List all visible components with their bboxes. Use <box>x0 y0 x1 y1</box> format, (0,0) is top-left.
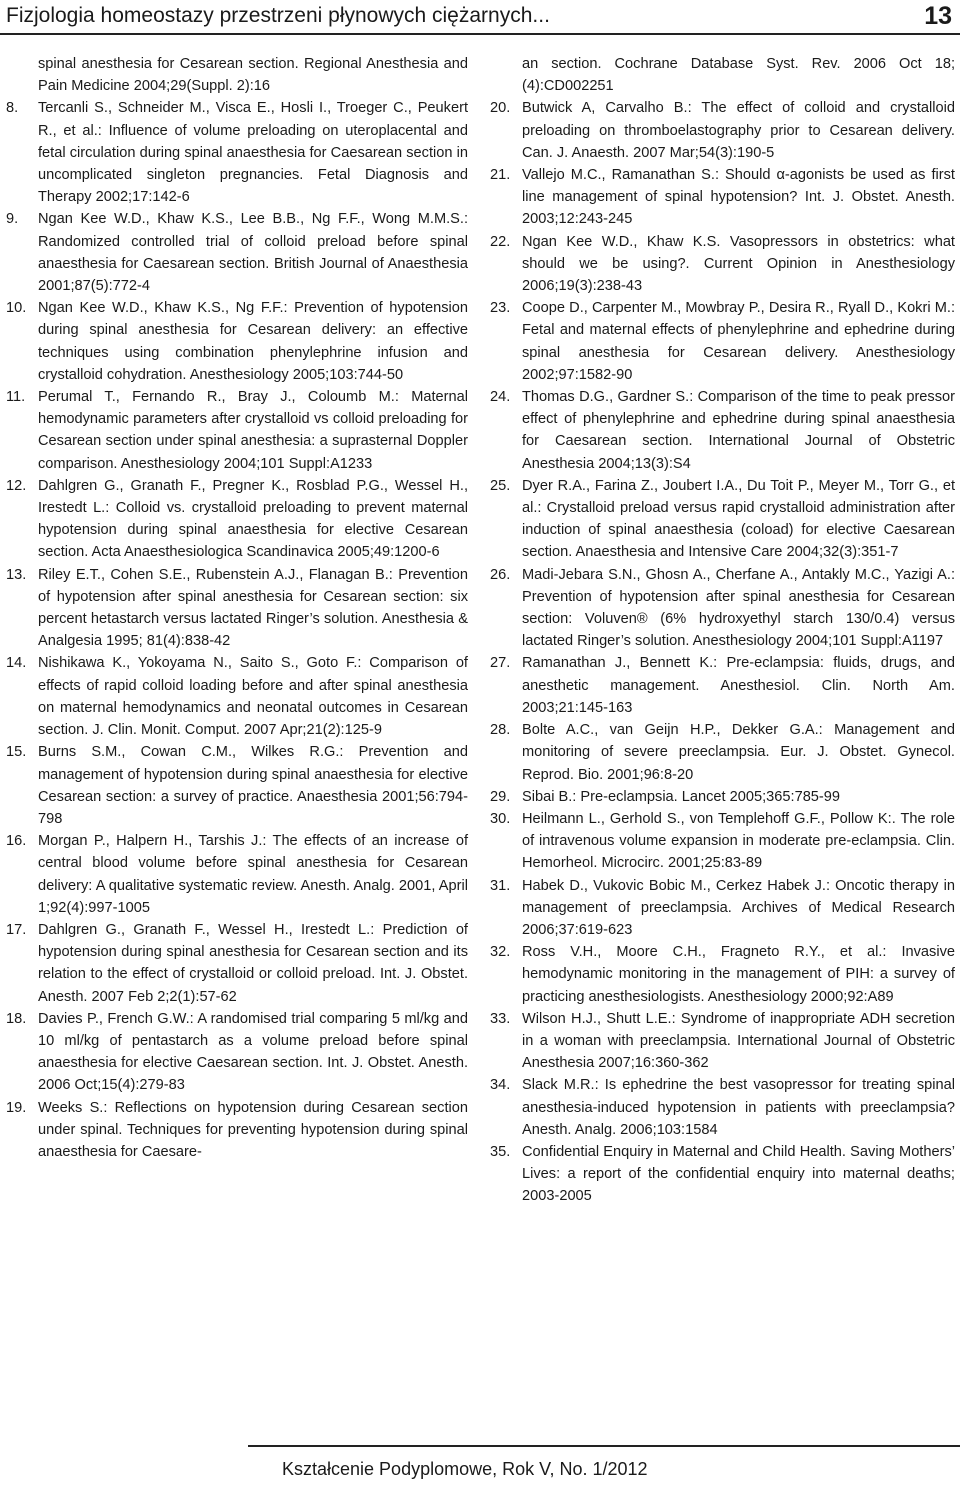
reference-text: Wilson H.J., Shutt L.E.: Syndrome of inappropriate ADH secretion in a woman with preeclampsia. International Journal of Obstetric Anesthesia 2007;16:360-362 <box>522 1010 955 1072</box>
reference-text: Butwick A, Carvalho B.: The effect of colloid and crystalloid preloading on thromboelastography prior to Cesarean delivery. Can. J. Anaesth. 2007 Mar;54(3):190-5 <box>522 100 955 161</box>
reference-text: Confidential Enquiry in Maternal and Child Health. Saving Mothers’ Lives: a report of the confidential enquiry into maternal deaths; 2003-2005 <box>522 1143 955 1205</box>
reference-item-14 <box>6 652 468 741</box>
journal-footer: Kształcenie Podyplomowe, Rok V, No. 1/2012 <box>282 1459 648 1479</box>
reference-text: Slack M.R.: Is ephedrine the best vasopressor for treating spinal anesthesia-induced hypotension in patients with preeclampsia? Anesth. Analg. 2006;103:1584 <box>522 1077 955 1138</box>
reference-item-35 <box>490 1141 955 1208</box>
reference-item-16 <box>6 830 468 919</box>
page-number: 13 <box>924 2 952 30</box>
reference-item-28 <box>490 719 955 786</box>
reference-item-8 <box>6 97 468 208</box>
reference-number: 20. <box>490 100 511 117</box>
reference-text: Nishikawa K., Yokoyama N., Saito S., Goto F.: Comparison of effects of rapid colloid loading before and after spinal anesthesia on maternal hemodynamics and neonatal outcomes in Cesarean section. J. Clin. Monit. Comput. 2007 Apr;21(2):125-9 <box>38 655 468 739</box>
reference-text: Coope D., Carpenter M., Mowbray P., Desira R., Ryall D., Kokri M.: Fetal and maternal effects of phenylephrine and ephedrine during spinal anesthesia for Cesarean delivery. Anesthesiology 2002;97:1582-90 <box>522 300 955 383</box>
reference-item-20 <box>490 97 955 164</box>
reference-number: 24. <box>490 389 511 406</box>
references-right-column <box>490 53 955 1208</box>
reference-text: Dahlgren G., Granath F., Pregner K., Rosblad P.G., Wessel H., Irestedt L.: Colloid vs. crystalloid preloading to prevent maternal hypotension during spinal anaesthesia for elective Cesarean section. Acta Anaesthesiologica Scandinavica 2005;49:1200-6 <box>38 477 468 561</box>
reference-number: 33. <box>490 1010 511 1027</box>
reference-number: 35. <box>490 1143 511 1160</box>
reference-number: 15. <box>6 744 27 761</box>
reference-text: Bolte A.C., van Geijn H.P., Dekker G.A.: Management and monitoring of severe preeclampsia. Eur. J. Obstet. Gynecol. Reprod. Bio. 2001;96:8-20 <box>522 722 955 783</box>
reference-number: 23. <box>490 300 511 317</box>
reference-text: Thomas D.G., Gardner S.: Comparison of the time to peak pressor effect of phenylephrine and ephedrine during spinal anaesthesia for Caesarean section. International Journal of Obstetric Anesthesia 2004;13(3):S4 <box>522 389 955 472</box>
reference-text: Madi-Jebara S.N., Ghosn A., Cherfane A., Antakly M.C., Yazigi A.: Prevention of hypotension after spinal anesthesia for Cesarean section: Voluven® (6% hydroxyethyl starch 130/0.4) versus lactated Ringer’s solution. Anesthesiology 2004;101 Suppl:A1197 <box>522 566 955 650</box>
reference-item-12 <box>6 475 468 564</box>
page-header <box>0 0 960 36</box>
reference-number: 19. <box>6 1099 27 1116</box>
reference-number: 34. <box>490 1077 511 1094</box>
reference-number: 29. <box>490 788 511 805</box>
reference-text: Ramanathan J., Bennett K.: Pre-eclampsia: fluids, drugs, and anesthetic management. Anesthesiol. Clin. North Am. 2003;21:145-163 <box>522 655 955 716</box>
reference-continuation: an section. Cochrane Database Syst. Rev. 2006 Oct 18;(4):CD002251 <box>522 56 955 95</box>
reference-number: 12. <box>6 477 27 494</box>
reference-item-31 <box>490 875 955 942</box>
reference-number: 10. <box>6 300 27 317</box>
reference-item-9 <box>6 208 468 297</box>
reference-number: 13. <box>6 566 27 583</box>
reference-text: Ngan Kee W.D., Khaw K.S., Lee B.B., Ng F.F., Wong M.M.S.: Randomized controlled trial of colloid preload before spinal anaesthesia for Caesarean section. British Journal of Anaesthesia 2001;87(5):772-4 <box>38 211 468 295</box>
reference-item-15 <box>6 741 468 830</box>
reference-number: 22. <box>490 233 511 250</box>
reference-item-26 <box>490 564 955 653</box>
reference-item-21 <box>490 164 955 231</box>
reference-item-22 <box>490 231 955 298</box>
reference-text: Heilmann L., Gerhold S., von Templehoff G.F., Pollow K:. The role of intravenous volume expansion in moderate pre-eclampsia. Clin. Hemorheol. Microcirc. 2001;25:83-89 <box>522 810 955 872</box>
footer-rule <box>248 1445 960 1447</box>
reference-item-29 <box>490 786 955 808</box>
header-rule <box>0 33 960 35</box>
reference-item-33 <box>490 1008 955 1075</box>
reference-text: Riley E.T., Cohen S.E., Rubenstein A.J., Flanagan B.: Prevention of hypotension after spinal anesthesia for Cesarean section: six percent hetastarch versus lactated Ringer’s solution. Anesthesia & Analgesia 1995; 81(4):838-42 <box>38 566 468 650</box>
reference-number: 25. <box>490 477 511 494</box>
reference-item-32 <box>490 941 955 1008</box>
reference-number: 26. <box>490 566 511 583</box>
reference-number: 21. <box>490 167 511 184</box>
reference-text: Tercanli S., Schneider M., Visca E., Hosli I., Troeger C., Peukert R., et al.: Influence of volume preloading on uteroplacental and fetal circulation during spinal anaesthesia for Caesarean section in uncomplicated singleton pregnancies. Fetal Diagnosis and Therapy 2002;17:142-6 <box>38 100 468 206</box>
reference-number: 27. <box>490 655 511 672</box>
reference-number: 9. <box>6 211 19 228</box>
reference-number: 32. <box>490 944 511 961</box>
reference-text: Dyer R.A., Farina Z., Joubert I.A., Du Toit P., Meyer M., Torr G., et al.: Crystalloid preload versus rapid crystalloid administration after induction of spinal anaesthesia (coload) for elective Caesarean section. Anaesthesia and Intensive Care 2004;32(3):351-7 <box>522 477 955 561</box>
reference-text: Ngan Kee W.D., Khaw K.S. Vasopressors in obstetrics: what should we be using?. Current Opinion in Anesthesiology 2006;19(3):238-43 <box>522 233 955 295</box>
running-title: Fizjologia homeostazy przestrzeni płynowych ciężarnych... <box>6 4 550 27</box>
reference-item-34 <box>490 1074 955 1141</box>
reference-text: Burns S.M., Cowan C.M., Wilkes R.G.: Prevention and management of hypotension during spinal anaesthesia for elective Cesarean section: a survey of practice. Anaesthesia 2001;56:794-798 <box>38 744 468 827</box>
reference-text: Davies P., French G.W.: A randomised trial comparing 5 ml/kg and 10 ml/kg of pentastarch as a volume preload before spinal anaesthesia for elective Caesarean section. Int. J. Obstet. Anesth. 2006 Oct;15(4):279-83 <box>38 1010 468 1094</box>
reference-number: 8. <box>6 100 19 117</box>
reference-item-10 <box>6 297 468 386</box>
reference-item-30 <box>490 808 955 875</box>
reference-item-11 <box>6 386 468 475</box>
references-left-column <box>6 53 468 1163</box>
reference-text: Morgan P., Halpern H., Tarshis J.: The effects of an increase of central blood volume before spinal anesthesia for Cesarean delivery: A qualitative systematic review. Anesth. Analg. 2001, April 1;92(4):997-1005 <box>38 833 468 916</box>
reference-text: Ngan Kee W.D., Khaw K.S., Ng F.F.: Prevention of hypotension during spinal anesthesia for Cesarean delivery: an effective techniques using combination phenylephrine infusion and crystalloid cohydration. Anesthesiology 2005;103:744-50 <box>38 300 468 383</box>
reference-item-13 <box>6 564 468 653</box>
reference-number: 11. <box>6 389 26 406</box>
reference-item-24 <box>490 386 955 475</box>
reference-number: 28. <box>490 722 511 739</box>
reference-item-27 <box>490 652 955 719</box>
reference-item-23 <box>490 297 955 386</box>
reference-text: Vallejo M.C., Ramanathan S.: Should α-agonists be used as first line management of spinal hypotension? Int. J. Obstet. Anesth. 2003;12:243-245 <box>522 167 955 228</box>
reference-text: Habek D., Vukovic Bobic M., Cerkez Habek J.: Oncotic therapy in management of preeclampsia. Archives of Medical Research 2006;37:619-623 <box>522 877 955 938</box>
reference-item-18 <box>6 1008 468 1097</box>
reference-text: Dahlgren G., Granath F., Wessel H., Irestedt L.: Prediction of hypotension during spinal anesthesia for Cesarean section and its relation to the effect of crystalloid or colloid preload. Int. J. Obstet. Anesth. 2007 Feb 2;2(1):57-62 <box>38 921 468 1005</box>
reference-number: 14. <box>6 655 27 672</box>
reference-text: Ross V.H., Moore C.H., Fragneto R.Y., et al.: Invasive hemodynamic monitoring in the management of PIH: a survey of practicing anesthesiologists. Anesthesiology 2000;92:A89 <box>522 944 955 1005</box>
reference-number: 30. <box>490 810 511 827</box>
reference-text: Sibai B.: Pre-eclampsia. Lancet 2005;365:785-99 <box>522 788 841 805</box>
reference-number: 31. <box>490 877 511 894</box>
reference-text: Weeks S.: Reflections on hypotension during Cesarean section under spinal. Techniques for preventing hypotension during spinal anaesthesia for Caesare- <box>38 1099 468 1160</box>
reference-item-25 <box>490 475 955 564</box>
reference-number: 17. <box>6 921 27 938</box>
reference-item-17 <box>6 919 468 1008</box>
reference-continuation: spinal anesthesia for Cesarean section. Regional Anesthesia and Pain Medicine 2004;29(Suppl. 2):16 <box>38 56 468 95</box>
reference-text: Perumal T., Fernando R., Bray J., Coloumb M.: Maternal hemodynamic parameters after crystalloid vs colloid preloading for Cesarean section under spinal anesthesia: a suprasternal Doppler comparison. Anesthesiology 2004;101 Suppl:A1233 <box>38 389 468 472</box>
reference-number: 18. <box>6 1010 27 1027</box>
reference-item-19 <box>6 1097 468 1164</box>
reference-number: 16. <box>6 833 27 850</box>
